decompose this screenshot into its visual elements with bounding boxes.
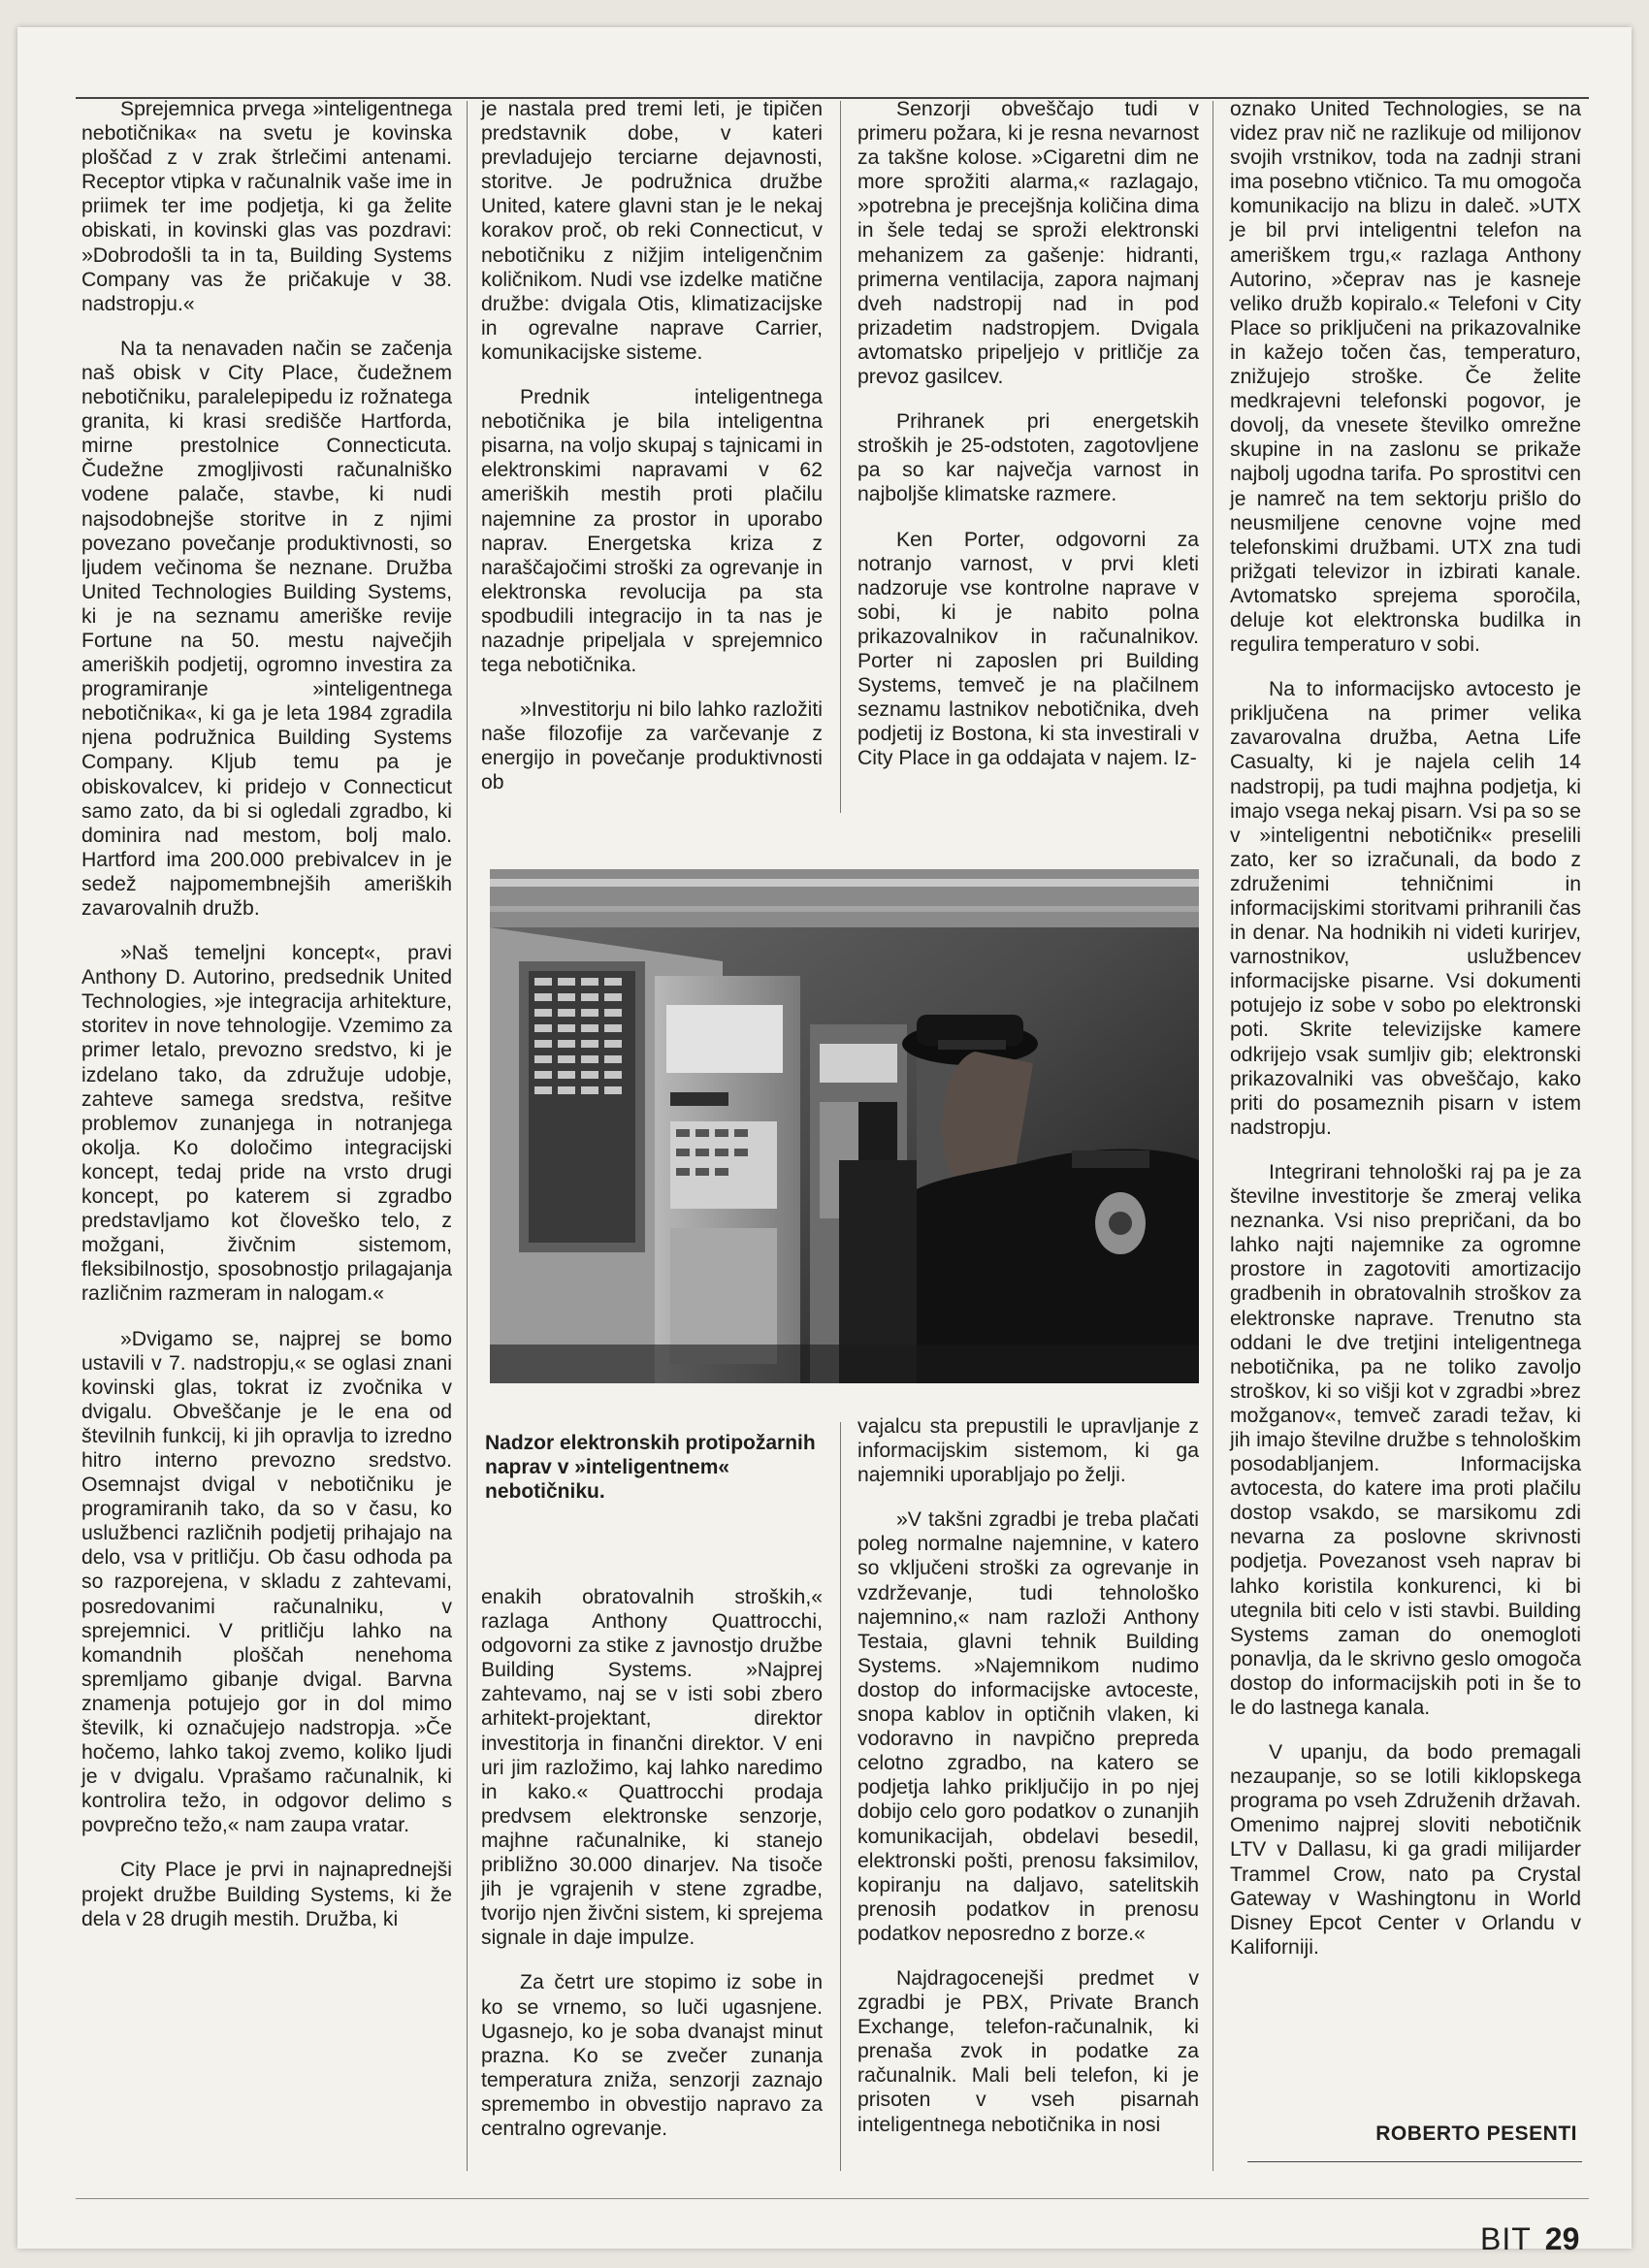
byline-rule <box>1247 2161 1582 2162</box>
paragraph: oznako United Technologies, se na videz prav nič ne razlikuje od milijonov svojih vrstnikov, toda na zadnji strani ima posebno vtičnico. Ta mu omogoča komunikacijo na blizu in daleč. »UTX je bil prvi inteligentni telefon na ameriškem trgu,« razlaga Anthony Autorino, »čeprav nas je kasneje veliko družb kopiralo.« Telefoni v City Place so priključeni na prikazovalnike in kažejo točen čas, temperaturo, znižujejo stroške. Če želite medkrajevni telefonski pogovor, je dovolj, da vnesete številko omrežne skupine in na zaslonu se prikaže najbolj ugodna tarifa. Po sprostitvi cen je namreč na tem sektorju prišlo do neusmiljene cenovne vojne med telefonskimi družbami. UTX zna tudi prižgati televizor in izbirati kanale. Avtomatsko sprejema sporočila, deluje kot elektronska budilka in regulira temperaturo v sobi. <box>1230 98 1581 657</box>
magazine-page <box>17 27 1632 2256</box>
paragraph: je nastala pred tremi leti, je tipičen predstavnik dobe, v kateri prevladujejo terciarne dejavnosti, storitve. Je podružnica družbe United, katere glavni stan je le nekaj korakov proč, ob reki Connecticut, v nebotičniku z nižjim inteligenčnim količnikom. Nudi vse izdelke matične družbe: dvigala Otis, klimatizacijske in ogrevalne naprave Carrier, komunikacijske sisteme. <box>481 98 823 364</box>
paragraph: Sprejemnica prvega »inteligentnega nebotičnika« na svetu je kovinska ploščad z v zrak štrlečimi antenami. Receptor vtipka v računalnik vaše ime in priimek ter ime podjetja, ki ga želite obiskati, in kovinski glas vas pozdravi: »Dobrodošli ta in ta, Building Systems Company vas že pričakuje v 38. nadstropju.« <box>81 98 452 315</box>
paragraph: Najdragocenejši predmet v zgradbi je PBX, Private Branch Exchange, telefon-računalnik, ki prenaša zvok in podatke za računalnik. Mali beli telefon, ki je prisoten v vseh pisarnah inteligentnega nebotičnika in nosi <box>857 1966 1199 2136</box>
column-1 <box>81 97 452 1952</box>
paragraph: Senzorji obveščajo tudi v primeru požara, ki je resna nevarnost za takšne kolose. »Cigaretni dim ne more sprožiti alarma,« razlagajo, »potrebna je precejšnja količina dima in šele tedaj se sproži elektronski mehanizem za gašenje: hidranti, primerna ventilacija, zapora najmanj dveh nadstropij nad in pod prizadetim nadstropjem. Dvigala avtomatsko pripeljejo v pritličje za prevoz gasilcev. <box>857 98 1199 389</box>
bottom-rule <box>76 2198 1589 2199</box>
column-divider <box>840 101 841 813</box>
photo-image <box>490 869 1199 1383</box>
paragraph: City Place je prvi in najnaprednejši projekt družbe Building Systems, ki že dela v 28 drugih mestih. Družba, ki <box>81 1859 452 1930</box>
photo-caption: Nadzor elektronskih protipožarnih naprav v »inteligentnem« nebotičniku. <box>485 1432 816 1503</box>
column-4 <box>1230 97 1581 1980</box>
paragraph: Prihranek pri energetskih stroških je 25-odstoten, zagotovljene pa so kar največja varnost in najboljše klimatske razmere. <box>857 410 1199 506</box>
page-folio <box>1480 2221 1579 2257</box>
column-3-bottom <box>857 1414 1199 2157</box>
column-2-bottom <box>481 1585 823 2161</box>
paragraph: enakih obratovalnih stroških,« razlaga Anthony Quattrocchi, odgovorni za stike z javnostjo družbe Building Systems. »Najprej zahtevamo, naj se v isti sobi zbero arhitekt-projektant, direktor investitorja in finančni direktor. V eni uri jim razložimo, kaj lahko naredimo in kako.« Quattrocchi prodaja predvsem elektronske senzorje, majhne računalnike, ki stanejo približno 30.000 dinarjev. Na tisoče jih je vgrajenih v stene zgradbe, tvorijo njen živčni sistem, ki sprejema signale in daje impulze. <box>481 1586 823 1950</box>
paragraph: »Dvigamo se, najprej se bomo ustavili v 7. nadstropju,« se oglasi znani kovinski glas, tokrat iz zvočnika v dvigalu. Obveščanje je le ena od številnih funkcij, ki jih opravlja to izredno hitro interno prevozno sredstvo. Osemnajst dvigal v nebotičniku je programiranih tako, da so v času, ko uslužbenci različnih podjetij prihajajo na delo, vsa v pritličju. Ob času odhoda pa so razporejena, v skladu z zahtevami, posredovanimi računalniku, v sprejemnici. V pritličju lahko na komandnih ploščah nenehoma spremljamo gibanje dvigal. Barvna znamenja potujejo gor in dol mimo številk, ki označujejo nadstropja. »Če hočemo, lahko takoj zvemo, koliko ljudi je v dvigalu. Vprašamo računalnik, ki kontrolira težo, in odgovor delimo s povprečno težo,« nam zaupa vratar. <box>81 1327 452 1837</box>
author-byline: ROBERTO PESENTI <box>1375 2122 1577 2145</box>
paragraph: vajalcu sta prepustili le upravljanje z informacijskim sistemom, ki ga najemniki uporabljajo po želji. <box>857 1415 1199 1487</box>
paragraph: Ken Porter, odgovorni za notranjo varnost, v prvi kleti nadzoruje vse kontrolne naprave v sobi, ki je nabito polna prikazovalnikov in računalnikov. Porter ni zaposlen pri Building Systems, temveč je na plačilnem seznamu lastnikov nebotičnika, dveh podjetij iz Bostona, ki sta investirali v City Place in ga oddajata v najem. Iz- <box>857 528 1199 770</box>
paragraph: »Naš temeljni koncept«, pravi Anthony D. Autorino, predsednik United Technologies, »je integracija arhitekture, storitev in nove tehnologije. Vzemimo za primer letalo, prevozno sredstvo, ki je izdelano tako, da združuje udobje, zahteve samega sredstva, rešitve problemov zunanjega in notranjega okolja. Ko določimo integracijski koncept, tedaj pride na vrsto drugi koncept, po katerem si zgradbo predstavljamo kot človeško telo, z možgani, živčnim sistemom, fleksibilnostjo, sposobnostjo prilagajanja različnim razmeram in nalogam.« <box>81 942 452 1306</box>
paragraph: Na to informacijsko avtocesto je priključena na primer velika zavarovalna družba, Aetna Life Casualty, ki je najela celih 14 nadstropij, pa tudi majhna podjetja, ki imajo vsega nekaj pisarn. Vsi pa so se v »inteligentni nebotičnik« preselili zato, ker so izračunali, da bodo z združenimi tehničnimi in informacijskimi storitvami prihranili čas in denar. Na hodnikih ni videti kurirjev, varnostnikov, uslužbencev informacijske pisarne. Vsi dokumenti potujejo iz sobe v sobo po elektronski poti. Skrite televizijske kamere odkrijejo vsak sumljiv gib; elektronski prikazovalniki vas obveščajo, kako priti do posameznih pisarn v istem nadstropju. <box>1230 678 1581 1139</box>
paragraph: Za četrt ure stopimo iz sobe in ko se vrnemo, so luči ugasnjene. Ugasnejo, ko je soba dvanajst minut prazna. Ko se zvečer zunanja temperatura zniža, senzorji zaznajo spremembo in obvestijo napravo za centralno ogrevanje. <box>481 1971 823 2140</box>
paragraph: »Investitorju ni bilo lahko razložiti naše filozofije za varčevanje z energijo in povečanje produktivnosti ob <box>481 698 823 794</box>
paragraph: Prednik inteligentnega nebotičnika je bila inteligentna pisarna, na voljo skupaj s tajnicami in elektronskimi napravami v 62 ameriških mestih proti plačilu najemnine za prostor in uporabo naprav. Energetska kriza z naraščajočimi stroški za ogrevanje in elektronska revolucija pa sta spodbudili integracijo in ta nas je nazadnje pripeljala v sprejemnico tega nebotičnika. <box>481 386 823 677</box>
column-3-top <box>857 97 1199 791</box>
column-divider <box>1212 101 1213 2171</box>
page-number: 29 <box>1544 2221 1580 2256</box>
column-divider <box>840 1422 841 2171</box>
photo-firemen-control-panel <box>490 869 1199 1383</box>
paragraph: »V takšni zgradbi je treba plačati poleg normalne najemnine, v katero so vključeni stroški za ogrevanje in vzdrževanje, tudi tehnološko najemnino,« nam razloži Anthony Testaia, glavni tehnik Building Systems. »Najemnikom nudimo dostop do informacijske avtoceste, snopa kablov in optičnih vlaken, ki vodoravno in navpično prepreda celotno zgradbo, na katero se podjetja lahko priključijo in po njej dobijo celo goro podatkov o zunanjih komunikacijah, obdelavi besedil, elektronski pošti, prenosu faksimilov, kopiranju na daljavo, satelitskih prenosih podatkov in prenosu podatkov neposredno z borze.« <box>857 1508 1199 1945</box>
column-divider <box>467 101 468 2171</box>
magazine-name: BIT <box>1480 2221 1532 2256</box>
paragraph: Na ta nenavaden način se začenja naš obisk v City Place, čudežnem nebotičniku, paralelepipedu iz rožnatega granita, ki krasi središče Hartforda, mirne prestolnice Connecticuta. Čudežne zmogljivosti računalniško vodene palače, stavbe, ki nudi najsodobnejše storitve in z njimi povezano povečanje produktivnosti, so ljudem večinoma še neznane. Družba United Technologies Building Systems, ki je na seznamu ameriške revije Fortune na 50. mestu največjih ameriških podjetij, ogromno investira za programiranje »inteligentnega nebotičnika«, ki ga je leta 1984 zgradila njena podružnica Building Systems Company. Kljub temu pa je obiskovalcev, ki pridejo v Connecticut samo zato, da bi si ogledali zgradbo, ki dominira nad mestom, bolj malo. Hartford ima 200.000 prebivalcev in je sedež najpomembnejših ameriških zavarovalnih družb. <box>81 337 452 920</box>
paragraph: V upanju, da bodo premagali nezaupanje, so se lotili kiklopskega programa po vseh Združenih državah. Omenimo najprej sloviti nebotičnik LTV v Dallasu, ki ga gradi milijarder Trammel Crow, nato pa Crystal Gateway v Washingtonu in World Disney Epcot Center v Orlandu v Kaliforniji. <box>1230 1741 1581 1959</box>
column-2-top <box>481 97 823 816</box>
paragraph: Integrirani tehnološki raj pa je za številne investitorje še zmeraj velika neznanka. Vsi niso prepričani, da bo lahko najti najemnike za ogromne prostore in zagotoviti amortizacijo gradbenih in obratovalnih stroškov za elektronske naprave. Trenutno sta oddani le dve tretjini inteligentnega nebotičnika, pa ne toliko zavoljo stroškov, ki so višji kot v zgradbi »brez možganov«, temveč zaradi težav, ki jih imajo številne družbe s tehnološkim posodabljanjem. Informacijska avtocesta, do katere ima proti plačilu dostop vsakdo, se marsikomu zdi nevarna za poslovne skrivnosti podjetja. Povezanost vseh naprav bi lahko koristila konkurenci, ki bi utegnila biti celo v isti stavbi. Building Systems zaman do onemogloti ponavlja, da le skrivno geslo omogoča dostop do informacijskih poti in še to le do lastnega kanala. <box>1230 1160 1581 1719</box>
